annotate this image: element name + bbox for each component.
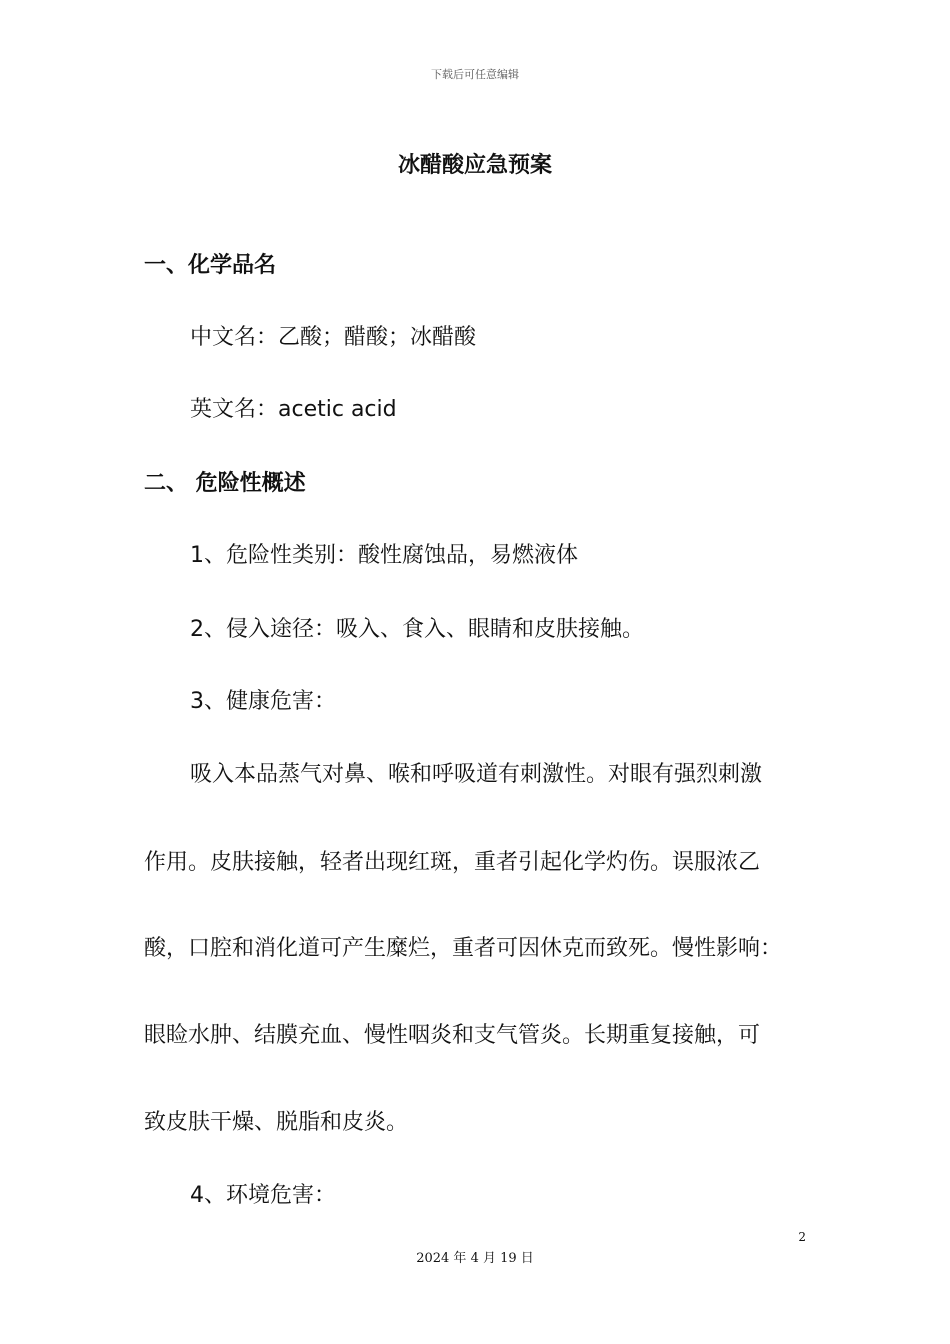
health-hazard-text-line: 致皮肤干燥、脱脂和皮炎。 xyxy=(144,1110,409,1135)
page-number: 2 xyxy=(798,1230,806,1244)
hazard-category-line: 1、危险性类别：酸性腐蚀品，易燃液体 xyxy=(190,543,578,568)
health-hazard-text-line: 酸，口腔和消化道可产生糜烂，重者可因休克而致死。慢性影响： xyxy=(144,936,783,961)
health-hazard-text-line: 吸入本品蒸气对鼻、喉和呼吸道有刺激性。对眼有强烈刺激 xyxy=(190,762,763,787)
section-heading-hazard-overview: 二、 危险性概述 xyxy=(144,471,306,496)
health-hazard-text-line: 作用。皮肤接触，轻者出现红斑，重者引起化学灼伤。误服浓乙 xyxy=(144,850,761,875)
environmental-hazard-label: 4、环境危害： xyxy=(190,1183,336,1208)
english-name-line: 英文名：acetic acid xyxy=(190,397,397,422)
exposure-route-line: 2、侵入途径：吸入、食入、眼睛和皮肤接触。 xyxy=(190,617,644,642)
health-hazard-label: 3、健康危害： xyxy=(190,689,336,714)
section-heading-chemical-name: 一、化学品名 xyxy=(144,253,277,278)
header-note: 下载后可任意编辑 xyxy=(431,68,519,81)
chinese-name-line: 中文名：乙酸；醋酸；冰醋酸 xyxy=(190,325,477,350)
health-hazard-text-line: 眼睑水肿、结膜充血、慢性咽炎和支气管炎。长期重复接触，可 xyxy=(144,1023,761,1048)
footer-date: 2024 年 4 月 19 日 xyxy=(416,1251,534,1266)
document-title: 冰醋酸应急预案 xyxy=(397,153,552,178)
